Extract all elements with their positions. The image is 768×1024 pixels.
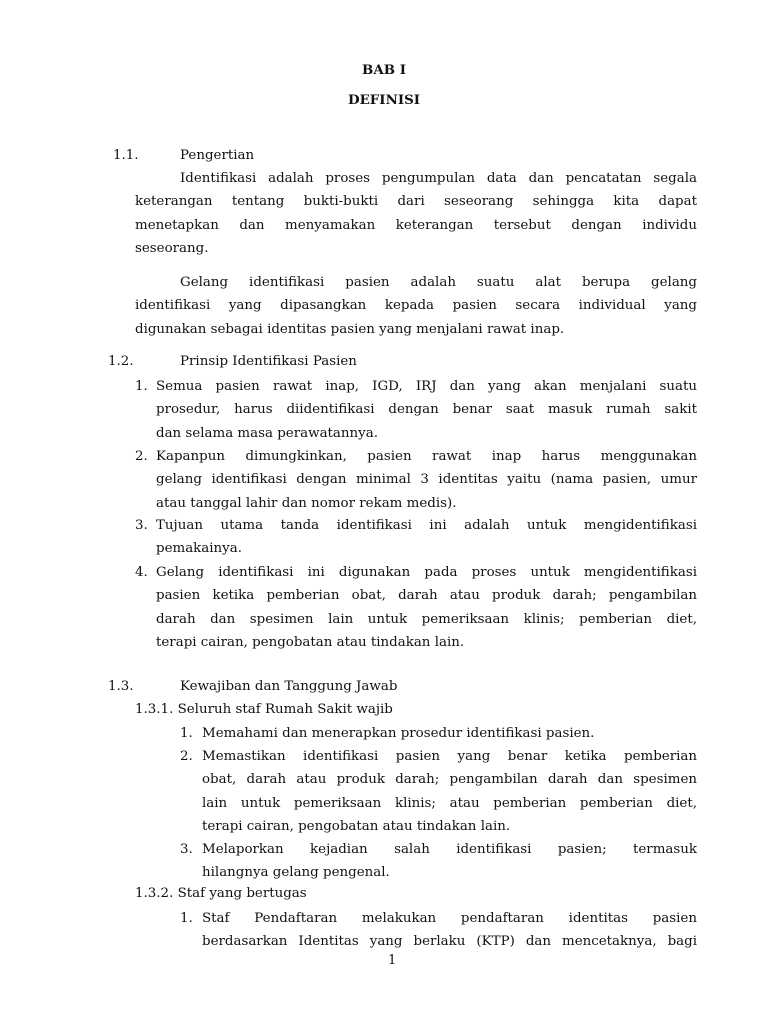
chapter-title: DEFINISI [347, 92, 421, 108]
section-heading-1-1: Pengertian [180, 148, 255, 163]
list-item-line: lain untuk pemeriksaan klinis; atau pemberian pemberian diet, [202, 795, 697, 811]
list-item [202, 838, 697, 885]
list-item-line: dan selama masa perawatannya. [156, 425, 378, 441]
list-item-line: atau tanggal lahir dan nomor rekam medis). [156, 495, 457, 511]
section-heading-1-2: Prinsip Identifikasi Pasien [180, 354, 357, 369]
chapter-label: BAB I [362, 62, 406, 78]
section-number-1-1: 1.1. [113, 148, 139, 163]
list-number: 1. [135, 379, 148, 394]
section-number-1-2: 1.2. [108, 354, 134, 369]
list-number: 3. [135, 518, 148, 533]
list-item-line: Gelang identifikasi ini digunakan pada proses untuk mengidentifikasi [156, 565, 697, 580]
list-number: 1. [180, 911, 193, 926]
list-number: 1. [180, 726, 193, 741]
list-item [156, 375, 697, 445]
subsection-1-3-1: 1.3.1. Seluruh staf Rumah Sakit wajib [135, 702, 393, 717]
list-item-line: gelang identifikasi dengan minimal 3 identitas yaitu (nama pasien, umur [156, 472, 697, 488]
list-item-line: terapi cairan, pengobatan atau tindakan lain. [202, 818, 511, 834]
list-item [156, 514, 697, 561]
list-item-line: Staf Pendaftaran melakukan pendaftaran identitas pasien [202, 911, 697, 926]
paragraph-line: keterangan tentang bukti-bukti dari seseorang sehingga kita dapat [135, 194, 697, 210]
list-item-line: Melaporkan kejadian salah identifikasi pasien; termasuk [202, 842, 697, 857]
list-number: 2. [135, 449, 148, 464]
paragraph-line: identifikasi yang dipasangkan kepada pasien secara individual yang [135, 298, 697, 314]
paragraph-line: digunakan sebagai identitas pasien yang menjalani rawat inap. [135, 321, 565, 337]
list-item-line: prosedur, harus diidentifikasi dengan benar saat masuk rumah sakit [156, 402, 697, 418]
list-item-line: terapi cairan, pengobatan atau tindakan lain. [156, 634, 465, 650]
list-number: 4. [135, 565, 148, 580]
section-number-1-3: 1.3. [108, 679, 134, 694]
paragraph-line: seseorang. [135, 240, 209, 256]
paragraph-line: menetapkan dan menyamakan keterangan tersebut dengan individu [135, 217, 697, 233]
list-item-line: Tujuan utama tanda identifikasi ini adalah untuk mengidentifikasi [156, 518, 697, 533]
paragraph-line: Identifikasi adalah proses pengumpulan data dan pencatatan segala [180, 171, 697, 186]
list-item-line: berdasarkan Identitas yang berlaku (KTP) dan mencetaknya, bagi [202, 934, 697, 950]
list-item-line: obat, darah atau produk darah; pengambilan darah dan spesimen [202, 772, 697, 788]
paragraph-line: Gelang identifikasi pasien adalah suatu alat berupa gelang [180, 275, 697, 290]
page-number: 1 [388, 953, 397, 968]
list-item [202, 745, 697, 838]
list-item-line: Memastikan identifikasi pasien yang benar ketika pemberian [202, 749, 697, 764]
list-item-line: Kapanpun dimungkinkan, pasien rawat inap harus menggunakan [156, 449, 697, 464]
list-item-line: darah dan spesimen lain untuk pemeriksaan klinis; pemberian diet, [156, 611, 697, 627]
list-item-line: Semua pasien rawat inap, IGD, IRJ dan yang akan menjalani suatu [156, 379, 697, 394]
list-number: 3. [180, 842, 193, 857]
list-item-line: hilangnya gelang pengenal. [202, 865, 390, 881]
section-heading-1-3: Kewajiban dan Tanggung Jawab [180, 679, 398, 694]
list-item-line: Memahami dan menerapkan prosedur identifikasi pasien. [202, 726, 595, 741]
subsection-1-3-2: 1.3.2. Staf yang bertugas [135, 886, 307, 901]
list-item [202, 722, 697, 745]
list-item [202, 907, 697, 954]
list-item-line: pasien ketika pemberian obat, darah atau produk darah; pengambilan [156, 588, 697, 604]
list-number: 2. [180, 749, 193, 764]
paragraph-pengertian-2 [135, 271, 697, 341]
paragraph-pengertian-1 [135, 167, 697, 260]
list-item-line: pemakainya. [156, 541, 242, 557]
list-item [156, 561, 697, 654]
list-item [156, 445, 697, 515]
